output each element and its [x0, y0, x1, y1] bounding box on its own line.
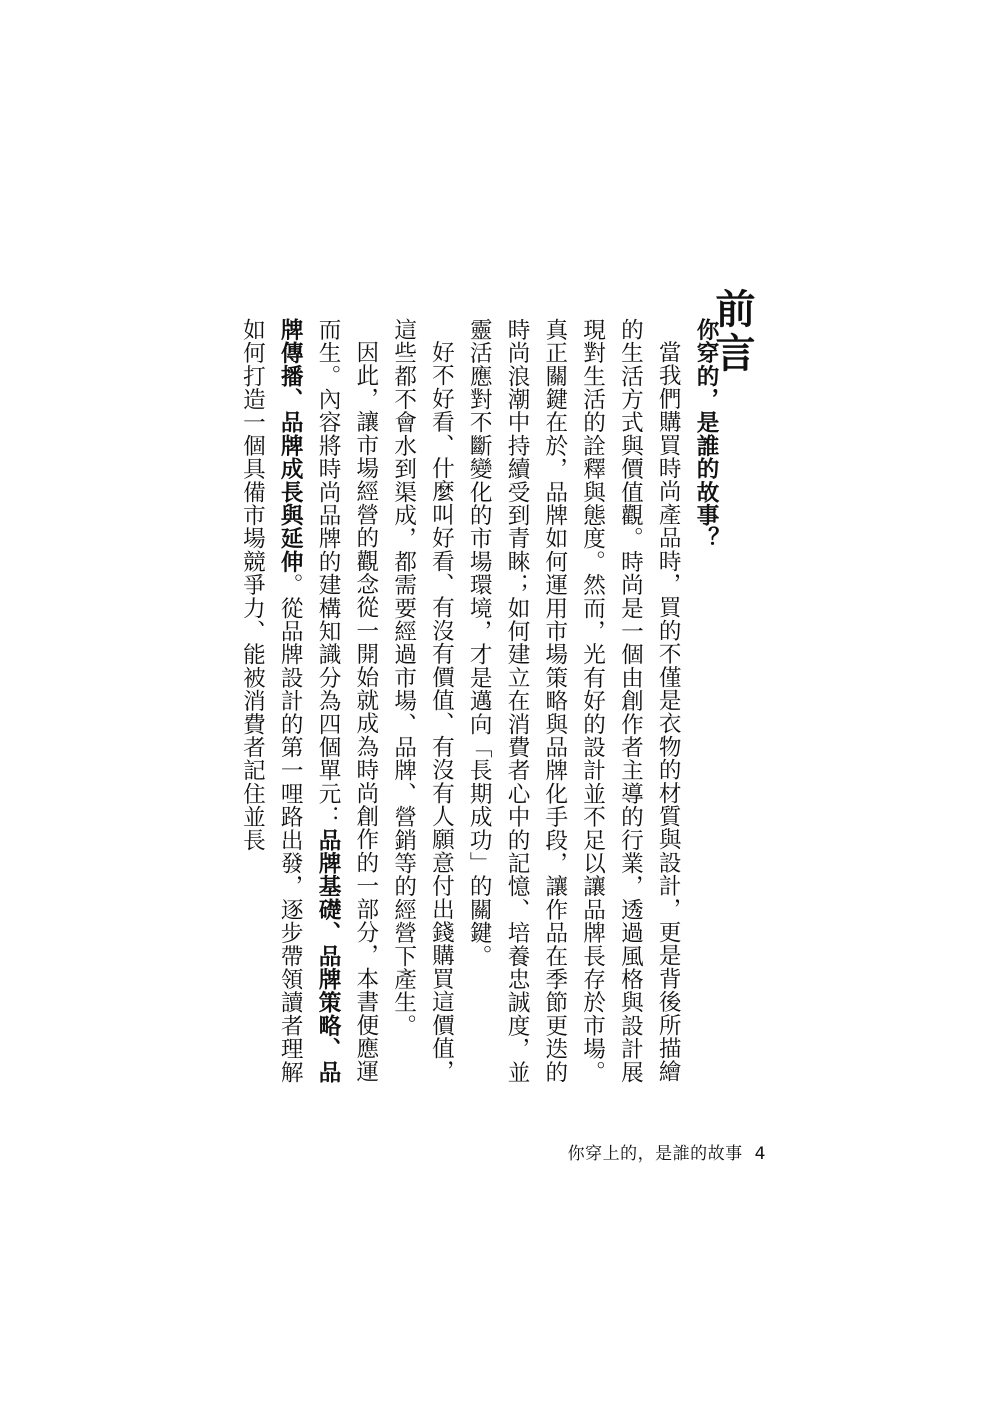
- chapter-title: 前言: [709, 288, 756, 376]
- page-number: 4: [754, 1144, 766, 1164]
- unit-separator: 、: [315, 1037, 342, 1061]
- paragraph-2-text: 好不好看、什麼叫好看、有沒有價值、有沒有人願意付出錢購買這價值，這些都不會水到渠成，都需要經過市場、品牌、營銷等的經營下產生。: [390, 318, 455, 1083]
- paragraph-3-end: 。從品牌設計的第一哩路出發，逐步帶領讀者理解如何打造一個具備市場競爭力、能被消費者記住並長: [239, 318, 304, 1084]
- page-footer: [568, 1139, 766, 1164]
- paragraph-3-start: 因此，讓市場經營的觀念從一開始就成為時尚創作的一部分，本書便應運而生。內容將時尚品牌的建構知識分為四個單元：: [315, 318, 379, 1083]
- unit-separator: 、: [315, 921, 342, 945]
- article-body: [233, 318, 724, 1098]
- paragraph-3: [233, 318, 384, 1098]
- running-title: 你穿上的，是誰的故事: [567, 1144, 743, 1164]
- section-subtitle: 你穿的，是誰的故事？: [693, 318, 719, 550]
- paragraph-1-text: 當我們購買時尚產品時，買的不僅是衣物的材質與設計，更是背後所描繪的生活方式與價值觀。時尚是一個由創作者主導的行業，透過風格與設計展現對生活的詮釋與態度。然而，光有好的設計並不足以讓品牌長存於市場。真正關鍵在於，品牌如何運用市場策略與品牌化手段，讓作品在季節更迭的時尚浪潮中持續受到青睞；如何建立在消費者心中的記憶、培養忠誠度，並靈活應對不斷變化的市場環境，才是邁向「長期成功」的關鍵。: [466, 318, 682, 1084]
- paragraph-1: [459, 318, 686, 1098]
- unit-brand-growth: 品牌成長與延伸: [277, 410, 304, 574]
- unit-separator: 、: [277, 387, 304, 411]
- unit-brand-communication: 品牌傳播: [277, 318, 342, 1084]
- paragraph-2: [384, 318, 460, 1098]
- unit-brand-strategy: 品牌策略: [315, 944, 342, 1038]
- unit-brand-basics: 品牌基礎: [315, 828, 342, 922]
